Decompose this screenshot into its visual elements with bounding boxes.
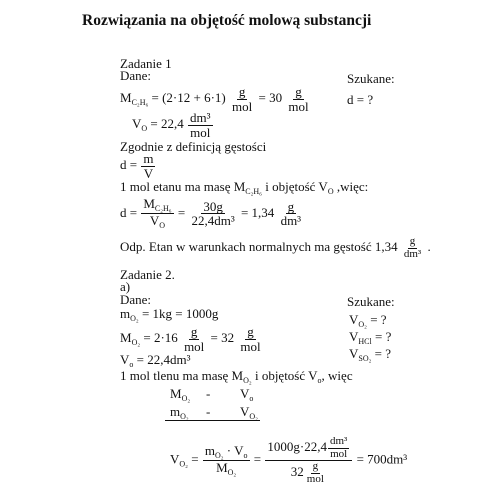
proportion-row2-rhs: $V_{O_2}$	[240, 404, 258, 421]
proportion-rule	[165, 420, 260, 421]
page-title: Rozwiązania na objętość molową substancji	[82, 12, 372, 29]
proportion-row1-rhs: $V_o$	[240, 386, 254, 403]
molar-mass-o2: $M_{O_2} = 2\cdot 16$ $\frac{g}{\text{mol}}$ = 32 $\frac{g}{\text{mol}}$	[120, 324, 261, 354]
szukane-d: d = ?	[347, 92, 374, 107]
proportion-row1-dash: -	[206, 386, 211, 401]
part-a-label: a)	[120, 279, 131, 294]
zadanie1-header: Zadanie 1	[120, 56, 172, 71]
zadanie2-header: Zadanie 2.	[120, 267, 175, 282]
szukane-label: Szukane:	[347, 71, 395, 86]
szukane-vo2: $V_{O_2}$ = ?	[349, 312, 387, 329]
mass-o2: $m_{O_2} = 1kg = 1000g$	[120, 306, 219, 323]
molar-volume-2: $V_o = 22,4dm^3$	[120, 352, 191, 369]
etan-mol-line: 1 mol etanu ma masę $M_{C_2H_6}$ i objętość $V_O$ ,więc:	[120, 179, 369, 196]
dane-label: Dane:	[120, 68, 152, 83]
proportion-row1-lhs: $M_{O_2}$	[170, 386, 191, 403]
tlen-mol-line: 1 mol tlenu ma masę $M_{O_2}$ i objętość $V_o$, więc	[120, 368, 353, 385]
proportion-row2-dash: -	[206, 404, 211, 419]
volume-o2-formula: $V_{O_2}$ = $\frac{m_{O_2} \cdot V_o}{M_{O_2}}$ = 1000g·22,4 $\frac{\text{dm³}}{\text{mol}}$ 32 $\frac{g}{\text{mol}}$ = 700dm³	[170, 435, 408, 485]
density-definition: d = $\frac{m}{V}$	[120, 151, 154, 181]
density-calc: d = $\frac{M_{C_2H_6}}{V_O}$ = $\frac{30g}{\text{22,4dm³}}$ = 1,34 $\frac{g}{\text{dm³}}$	[120, 196, 302, 231]
zgodnie-text: Zgodnie z definicją gęstości	[120, 139, 267, 154]
odpowiedz: Odp. Etan w warunkach normalnych ma gęstość 1,34 $\frac{g}{\text{dm³}}$ .	[120, 235, 431, 260]
dane-label-2: Dane:	[120, 292, 152, 307]
szukane-vhcl: $V_{HCl}$ = ?	[349, 329, 392, 346]
szukane-vso2: $V_{SO_2}$ = ?	[349, 346, 392, 363]
molar-volume-eq: $V_O = 22,4$ $\frac{\text{dm³}}{\text{mol}}$	[132, 110, 211, 140]
szukane-label-2: Szukane:	[347, 294, 395, 309]
molar-mass-eq: $M_{C_2H_6} = (2\cdot 12 + 6\cdot 1)$ $\frac{g}{\text{mol}}$ = 30 $\frac{g}{\text{mol}}$	[120, 84, 309, 114]
proportion-row2-lhs: $m_{O_2}$	[170, 404, 189, 421]
